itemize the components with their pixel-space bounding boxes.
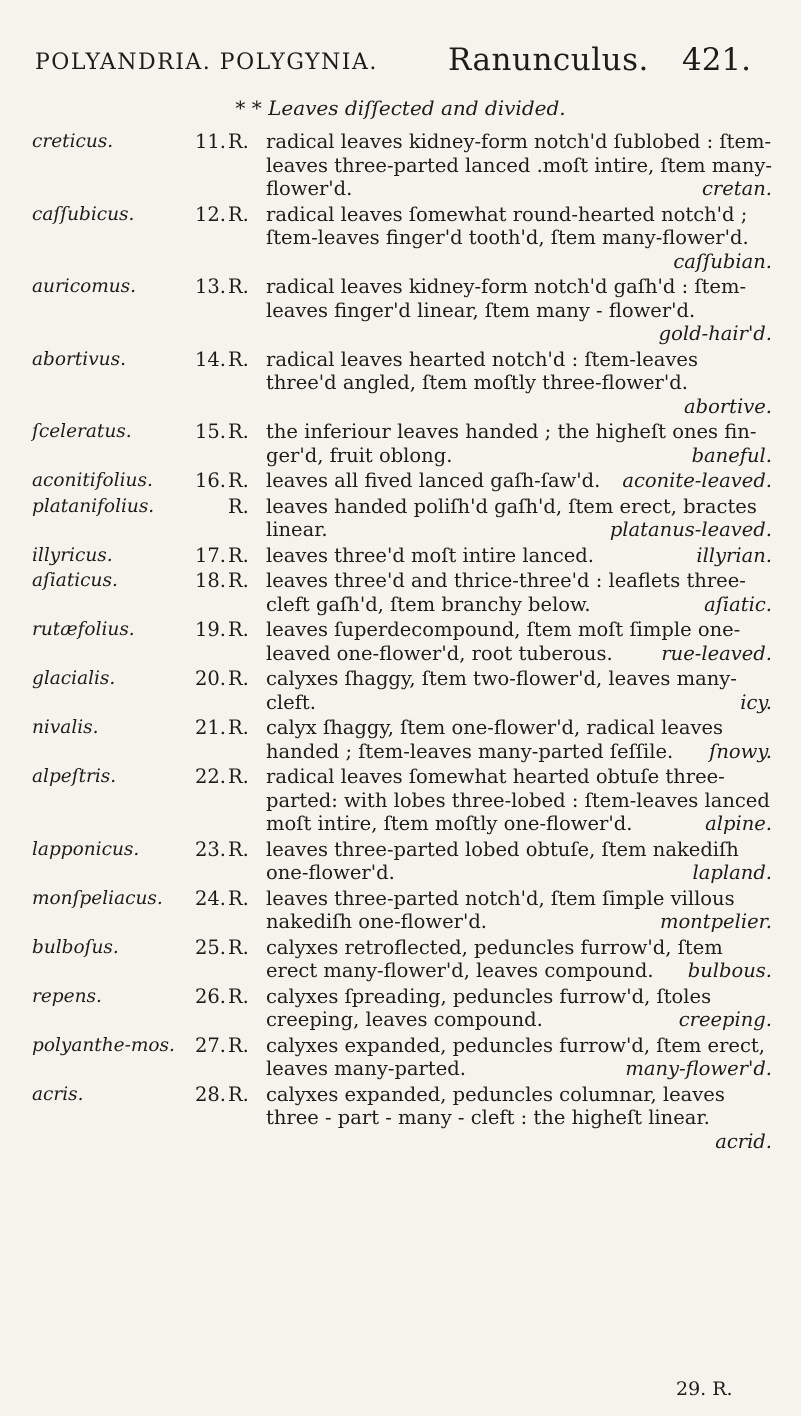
species-number: 19. — [194, 618, 226, 641]
english-name: aſiatic. — [704, 592, 772, 616]
species-description: leaves handed poliſh'd gaſh'd, ſtem erect, bractes linear. — [266, 494, 757, 541]
genus-abbreviation: R. — [228, 202, 249, 226]
genus-abbreviation: R. — [228, 716, 249, 739]
species-description: calyxes ſpreading, peduncles furrow'd, ſtoles creeping, leaves compound. — [266, 984, 712, 1031]
species-name: alpeſtris. — [32, 766, 117, 787]
species-description: radical leaves ſomewhat hearted obtuſe three-parted: with lobes three-lobed : ſtem-leaves lanced moſt intire, ſtem moſtly one-flower'd. — [266, 765, 770, 835]
english-name: ſnowy. — [709, 739, 772, 763]
species-name: nivalis. — [32, 717, 99, 738]
species-description: radical leaves ſomewhat round-hearted notch'd ; ſtem-leaves finger'd tooth'd, ſtem many-flower'd. — [266, 202, 749, 249]
english-name: many-flower'd. — [625, 1057, 772, 1080]
genus-abbreviation: R. — [228, 618, 249, 641]
running-header — [35, 44, 751, 80]
species-entry — [32, 887, 772, 934]
species-number: 16. — [194, 469, 226, 492]
english-name: creeping. — [678, 1008, 772, 1031]
species-description: leaves three-parted lobed obtuſe, ſtem nakediſh one-flower'd. — [266, 837, 739, 884]
species-number: 17. — [194, 543, 226, 567]
species-name: repens. — [32, 985, 102, 1007]
genus-abbreviation: R. — [228, 984, 249, 1008]
species-name: ſceleratus. — [32, 421, 132, 442]
running-head: POLYANDRIA. POLYGYNIA. — [35, 50, 378, 75]
species-description: leaves ſuperdecompound, ſtem moſt ſimple one-leaved one-flower'd, root tuberous. — [266, 618, 741, 665]
english-name: cretan. — [701, 177, 772, 200]
species-name: auricomus. — [32, 276, 137, 297]
species-entry — [32, 275, 772, 346]
english-name: montpelier. — [659, 910, 772, 933]
english-name: acrid. — [715, 1129, 772, 1153]
species-number: 21. — [194, 716, 226, 739]
english-name: baneful. — [691, 443, 772, 467]
species-entry — [32, 348, 772, 419]
species-description: leaves three'd moſt intire lanced. — [266, 543, 594, 567]
species-name: acris. — [32, 1083, 84, 1105]
species-number: 25. — [194, 935, 226, 959]
species-name: lapponicus. — [32, 838, 140, 860]
species-name: aconitifolius. — [32, 470, 153, 491]
species-entry — [32, 544, 772, 568]
genus-abbreviation: R. — [228, 569, 249, 592]
species-entry — [32, 130, 772, 201]
genus-abbreviation: R. — [228, 543, 249, 567]
species-name: polyanthe-mos. — [32, 1034, 175, 1056]
species-number: 22. — [194, 765, 226, 788]
genus-abbreviation: R. — [228, 886, 249, 910]
species-number: 12. — [194, 202, 226, 226]
species-list — [32, 130, 772, 1155]
page-number: 421. — [681, 42, 751, 78]
species-description: calyx ſhaggy, ſtem one-flower'd, radical leaves handed ; ſtem-leaves many-parted ſeſſile. — [266, 716, 724, 763]
species-name: bulboſus. — [32, 936, 119, 958]
species-name: monſpeliacus. — [32, 887, 163, 909]
species-entry — [32, 203, 772, 274]
english-name: aconite-leaved. — [622, 469, 772, 492]
species-number: 20. — [194, 667, 226, 690]
english-name: platanus-leaved. — [609, 518, 772, 541]
species-entry — [32, 936, 772, 983]
species-entry — [32, 469, 772, 493]
genus-abbreviation: R. — [228, 765, 249, 788]
species-entry — [32, 716, 772, 763]
genus-abbreviation: R. — [228, 1033, 249, 1057]
species-number: 11. — [194, 130, 226, 153]
english-name: alpine. — [705, 812, 772, 835]
species-name: creticus. — [32, 131, 114, 152]
catchword: 29. R. — [676, 1378, 733, 1400]
species-description: calyxes retroflected, peduncles furrow'd, ſtem erect many-flower'd, leaves compound. — [266, 935, 723, 982]
species-description: radical leaves kidney-form notch'd gaſh'd : ſtem-leaves finger'd linear, ſtem many - flower'd. — [266, 275, 747, 322]
english-name: gold-hair'd. — [658, 322, 772, 345]
species-entry — [32, 1034, 772, 1081]
species-description: calyxes expanded, peduncles furrow'd, ſtem erect, leaves many-parted. — [266, 1033, 765, 1080]
species-name: abortivus. — [32, 348, 126, 370]
species-description: radical leaves hearted notch'd : ſtem-leaves three'd angled, ſtem moſtly three-flower'd. — [266, 347, 698, 394]
genus-abbreviation: R. — [228, 494, 249, 518]
species-entry — [32, 495, 772, 542]
genus-abbreviation: R. — [228, 935, 249, 959]
species-number: 27. — [194, 1033, 226, 1057]
genus-title: Ranunculus. — [448, 42, 649, 78]
english-name: bulbous. — [687, 959, 772, 982]
genus-abbreviation: R. — [228, 469, 249, 492]
species-name: illyricus. — [32, 544, 113, 566]
species-description: leaves three'd and thrice-three'd : leaflets three-cleft gaſh'd, ſtem branchy below. — [266, 569, 746, 616]
species-entry — [32, 1083, 772, 1154]
species-name: glacialis. — [32, 668, 116, 689]
genus-abbreviation: R. — [228, 667, 249, 690]
english-name: illyrian. — [696, 543, 772, 567]
genus-abbreviation: R. — [228, 347, 249, 371]
english-name: icy. — [740, 690, 772, 714]
species-entry — [32, 420, 772, 467]
species-description: the inferiour leaves handed ; the higheſt ones fin-ger'd, fruit oblong. — [266, 420, 757, 467]
species-number: 24. — [194, 886, 226, 910]
species-description: calyxes expanded, peduncles columnar, leaves three - part - many - cleft : the higheſt linear. — [266, 1082, 725, 1129]
species-entry — [32, 838, 772, 885]
english-name: abortive. — [684, 394, 772, 418]
species-number: 18. — [194, 569, 226, 592]
species-entry — [32, 569, 772, 616]
species-number: 28. — [194, 1082, 226, 1106]
english-name: rue-leaved. — [661, 641, 772, 665]
species-entry — [32, 618, 772, 665]
species-name: rutæfolius. — [32, 619, 135, 640]
species-entry — [32, 765, 772, 836]
species-description: calyxes ſhaggy, ſtem two-flower'd, leaves many-cleft. — [266, 667, 737, 714]
species-number: 26. — [194, 984, 226, 1008]
species-number: 13. — [194, 275, 226, 298]
genus-abbreviation: R. — [228, 837, 249, 861]
species-description: leaves three-parted notch'd, ſtem ſimple villous nakediſh one-flower'd. — [266, 886, 735, 933]
species-entry — [32, 667, 772, 714]
species-description: radical leaves kidney-form notch'd ſublobed : ſtem-leaves three-parted lanced .moſt intire, ſtem many-flower'd. — [266, 130, 772, 200]
genus-abbreviation: R. — [228, 420, 249, 443]
species-entry — [32, 985, 772, 1032]
section-title: * * Leaves diſſected and divided. — [235, 96, 566, 120]
species-number: 14. — [194, 347, 226, 371]
genus-abbreviation: R. — [228, 130, 249, 153]
species-number: 23. — [194, 837, 226, 861]
species-number: 15. — [194, 420, 226, 443]
species-name: platanifolius. — [32, 495, 155, 517]
species-name: caſſubicus. — [32, 203, 135, 225]
english-name: caſſubian. — [673, 249, 772, 273]
species-description: leaves all fived lanced gaſh-ſaw'd. — [266, 469, 601, 492]
species-name: aſiaticus. — [32, 570, 118, 591]
english-name: lapland. — [692, 861, 772, 884]
genus-abbreviation: R. — [228, 1082, 249, 1106]
genus-abbreviation: R. — [228, 275, 249, 298]
